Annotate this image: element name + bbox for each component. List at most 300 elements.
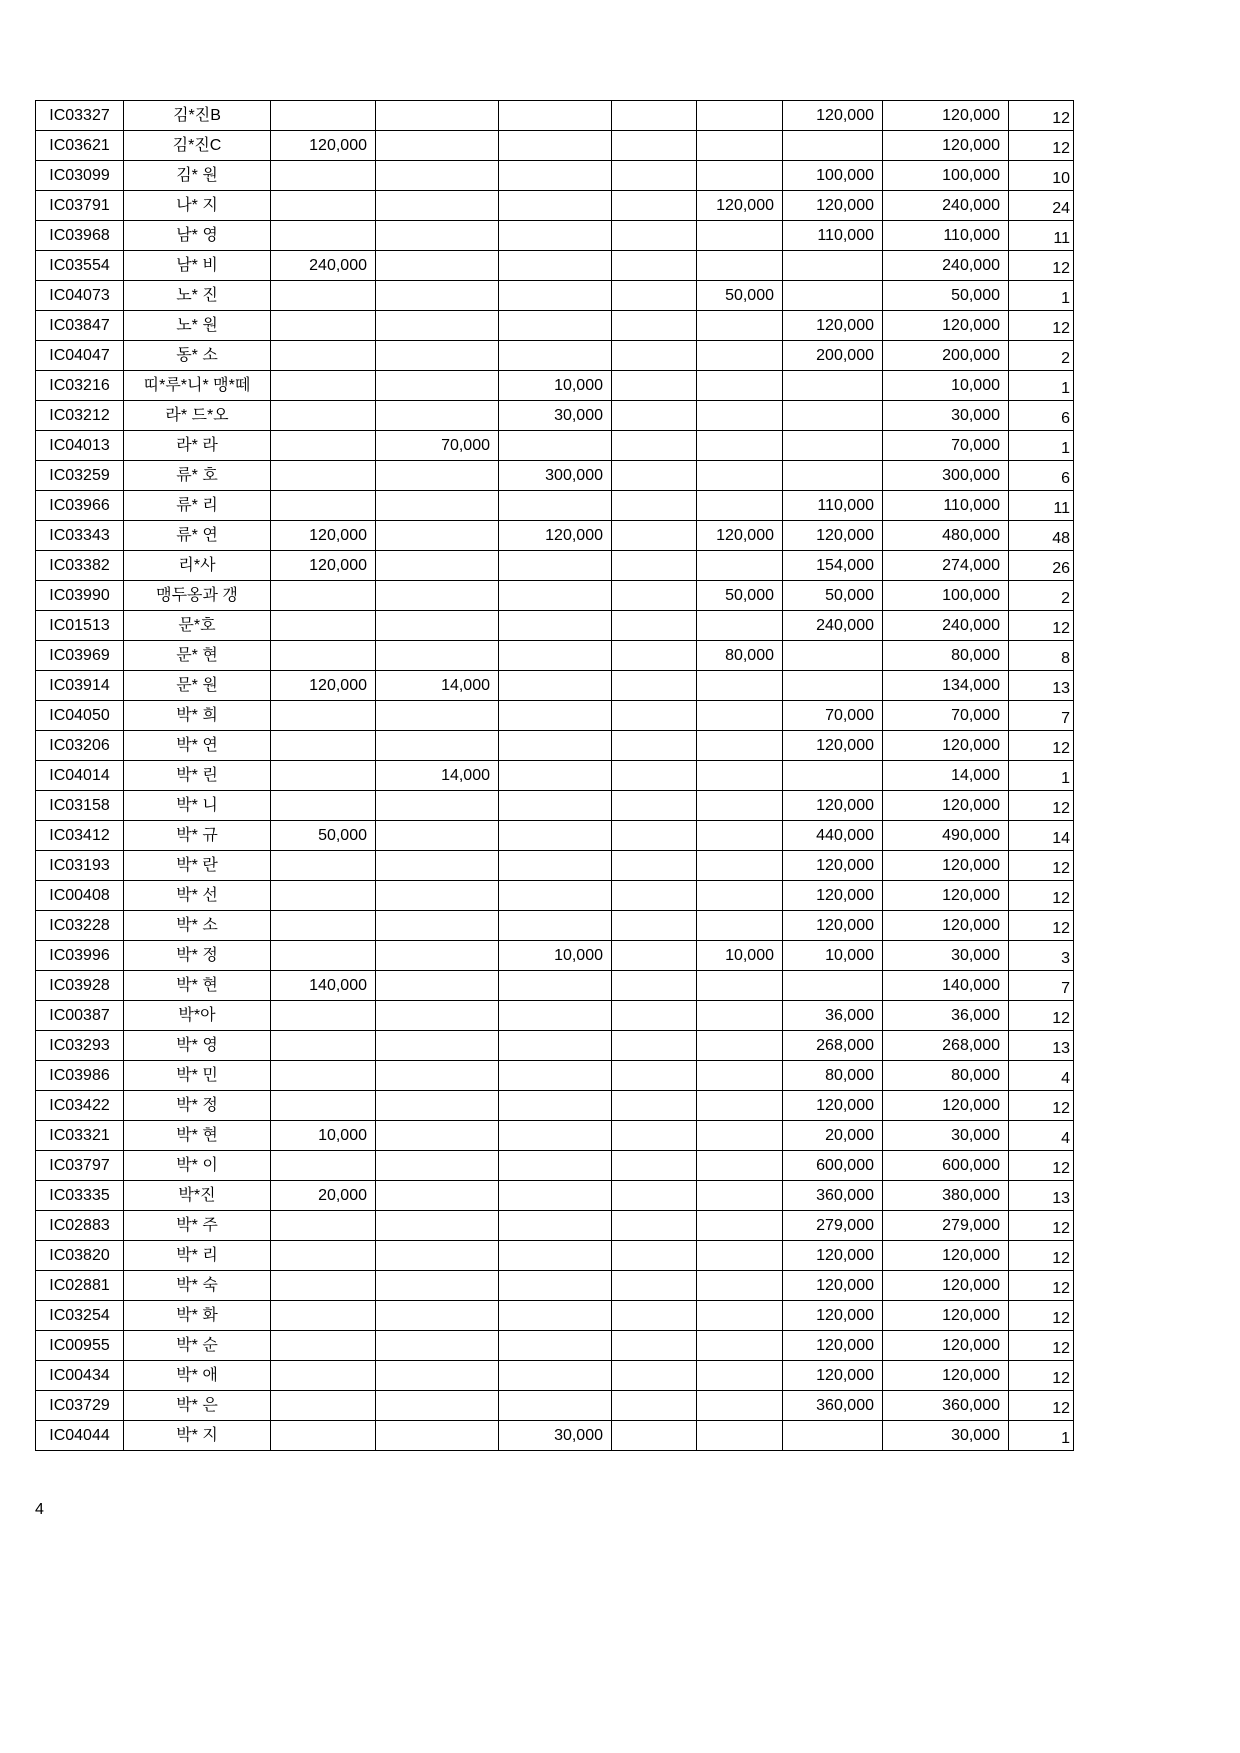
amount-cell-3 bbox=[499, 1181, 612, 1211]
amount-cell-2 bbox=[376, 1151, 499, 1181]
amount-cell-1 bbox=[271, 1301, 376, 1331]
amount-cell-4 bbox=[612, 1331, 697, 1361]
table-row bbox=[36, 401, 1074, 431]
amount-cell-4 bbox=[612, 461, 697, 491]
count-cell: 2 bbox=[1009, 581, 1074, 611]
amount-cell-5 bbox=[697, 911, 783, 941]
member-name-cell: 박* 정 bbox=[124, 941, 271, 971]
member-name-cell: 띠*루*니* 맹*떼 bbox=[124, 371, 271, 401]
amount-cell-4 bbox=[612, 611, 697, 641]
amount-cell-5 bbox=[697, 671, 783, 701]
member-id-cell: IC03412 bbox=[36, 821, 124, 851]
amount-cell-1 bbox=[271, 581, 376, 611]
member-id-cell: IC04073 bbox=[36, 281, 124, 311]
amount-cell-1 bbox=[271, 1241, 376, 1271]
amount-cell-1 bbox=[271, 1421, 376, 1451]
member-name-cell: 박* 규 bbox=[124, 821, 271, 851]
member-id-cell: IC00434 bbox=[36, 1361, 124, 1391]
member-id-cell: IC03158 bbox=[36, 791, 124, 821]
amount-cell-4 bbox=[612, 1421, 697, 1451]
amount-cell-1: 120,000 bbox=[271, 551, 376, 581]
amount-cell-6 bbox=[783, 671, 883, 701]
member-name-cell: 나* 지 bbox=[124, 191, 271, 221]
count-cell: 13 bbox=[1009, 1181, 1074, 1211]
member-name-cell: 류* 호 bbox=[124, 461, 271, 491]
amount-cell-1 bbox=[271, 1091, 376, 1121]
amount-cell-4 bbox=[612, 851, 697, 881]
amount-cell-5: 10,000 bbox=[697, 941, 783, 971]
amount-cell-2 bbox=[376, 1001, 499, 1031]
member-name-cell: 김*진B bbox=[124, 101, 271, 131]
count-cell: 7 bbox=[1009, 701, 1074, 731]
amount-cell-6: 36,000 bbox=[783, 1001, 883, 1031]
table-row bbox=[36, 911, 1074, 941]
amount-cell-4 bbox=[612, 311, 697, 341]
amount-cell-6: 100,000 bbox=[783, 161, 883, 191]
amount-cell-2: 14,000 bbox=[376, 761, 499, 791]
amount-cell-2 bbox=[376, 1271, 499, 1301]
count-cell: 12 bbox=[1009, 1271, 1074, 1301]
amount-cell-2 bbox=[376, 1121, 499, 1151]
amount-cell-3 bbox=[499, 701, 612, 731]
amount-cell-6: 120,000 bbox=[783, 1091, 883, 1121]
count-cell: 12 bbox=[1009, 1091, 1074, 1121]
count-cell: 12 bbox=[1009, 1241, 1074, 1271]
amount-cell-2 bbox=[376, 791, 499, 821]
total-cell: 279,000 bbox=[883, 1211, 1009, 1241]
amount-cell-3 bbox=[499, 191, 612, 221]
amount-cell-6: 120,000 bbox=[783, 521, 883, 551]
member-name-cell: 박* 주 bbox=[124, 1211, 271, 1241]
count-cell: 12 bbox=[1009, 1211, 1074, 1241]
amount-cell-1: 240,000 bbox=[271, 251, 376, 281]
member-name-cell: 박* 민 bbox=[124, 1061, 271, 1091]
amount-cell-4 bbox=[612, 671, 697, 701]
amount-cell-6: 120,000 bbox=[783, 101, 883, 131]
amount-cell-3 bbox=[499, 1241, 612, 1271]
count-cell: 48 bbox=[1009, 521, 1074, 551]
contribution-table bbox=[35, 100, 1074, 1451]
amount-cell-4 bbox=[612, 1391, 697, 1421]
amount-cell-2 bbox=[376, 821, 499, 851]
member-id-cell: IC03729 bbox=[36, 1391, 124, 1421]
table-row bbox=[36, 1211, 1074, 1241]
amount-cell-5 bbox=[697, 221, 783, 251]
amount-cell-2: 14,000 bbox=[376, 671, 499, 701]
table-row bbox=[36, 431, 1074, 461]
total-cell: 120,000 bbox=[883, 911, 1009, 941]
amount-cell-5 bbox=[697, 251, 783, 281]
member-id-cell: IC03228 bbox=[36, 911, 124, 941]
member-name-cell: 동* 소 bbox=[124, 341, 271, 371]
amount-cell-5 bbox=[697, 1391, 783, 1421]
amount-cell-1 bbox=[271, 341, 376, 371]
amount-cell-6 bbox=[783, 281, 883, 311]
amount-cell-4 bbox=[612, 371, 697, 401]
total-cell: 120,000 bbox=[883, 881, 1009, 911]
amount-cell-4 bbox=[612, 251, 697, 281]
amount-cell-2 bbox=[376, 281, 499, 311]
member-name-cell: 박* 숙 bbox=[124, 1271, 271, 1301]
amount-cell-4 bbox=[612, 191, 697, 221]
total-cell: 120,000 bbox=[883, 791, 1009, 821]
member-name-cell: 박* 지 bbox=[124, 1421, 271, 1451]
table-row bbox=[36, 281, 1074, 311]
amount-cell-2 bbox=[376, 161, 499, 191]
amount-cell-5 bbox=[697, 1181, 783, 1211]
table-row bbox=[36, 641, 1074, 671]
amount-cell-2 bbox=[376, 101, 499, 131]
member-name-cell: 박* 현 bbox=[124, 971, 271, 1001]
member-id-cell: IC04047 bbox=[36, 341, 124, 371]
amount-cell-6: 240,000 bbox=[783, 611, 883, 641]
member-name-cell: 박* 순 bbox=[124, 1331, 271, 1361]
count-cell: 6 bbox=[1009, 461, 1074, 491]
amount-cell-6: 120,000 bbox=[783, 851, 883, 881]
member-name-cell: 라* 라 bbox=[124, 431, 271, 461]
amount-cell-1 bbox=[271, 401, 376, 431]
amount-cell-1 bbox=[271, 461, 376, 491]
amount-cell-3 bbox=[499, 1091, 612, 1121]
amount-cell-1 bbox=[271, 701, 376, 731]
member-id-cell: IC03791 bbox=[36, 191, 124, 221]
member-id-cell: IC04013 bbox=[36, 431, 124, 461]
amount-cell-3 bbox=[499, 431, 612, 461]
amount-cell-3: 30,000 bbox=[499, 1421, 612, 1451]
amount-cell-3 bbox=[499, 1121, 612, 1151]
total-cell: 100,000 bbox=[883, 581, 1009, 611]
table-row bbox=[36, 311, 1074, 341]
count-cell: 1 bbox=[1009, 431, 1074, 461]
amount-cell-1 bbox=[271, 101, 376, 131]
amount-cell-4 bbox=[612, 431, 697, 461]
member-id-cell: IC03321 bbox=[36, 1121, 124, 1151]
member-id-cell: IC03928 bbox=[36, 971, 124, 1001]
table-row bbox=[36, 941, 1074, 971]
amount-cell-2 bbox=[376, 881, 499, 911]
total-cell: 240,000 bbox=[883, 611, 1009, 641]
count-cell: 3 bbox=[1009, 941, 1074, 971]
amount-cell-5 bbox=[697, 881, 783, 911]
member-id-cell: IC02881 bbox=[36, 1271, 124, 1301]
amount-cell-5 bbox=[697, 1031, 783, 1061]
amount-cell-3 bbox=[499, 881, 612, 911]
amount-cell-3 bbox=[499, 551, 612, 581]
amount-cell-5 bbox=[697, 1361, 783, 1391]
amount-cell-4 bbox=[612, 1271, 697, 1301]
table-row bbox=[36, 671, 1074, 701]
table-row bbox=[36, 1061, 1074, 1091]
member-id-cell: IC03422 bbox=[36, 1091, 124, 1121]
amount-cell-2 bbox=[376, 461, 499, 491]
member-id-cell: IC03990 bbox=[36, 581, 124, 611]
amount-cell-4 bbox=[612, 641, 697, 671]
amount-cell-5: 120,000 bbox=[697, 191, 783, 221]
amount-cell-5 bbox=[697, 101, 783, 131]
amount-cell-6: 70,000 bbox=[783, 701, 883, 731]
count-cell: 12 bbox=[1009, 1361, 1074, 1391]
amount-cell-6: 110,000 bbox=[783, 221, 883, 251]
amount-cell-1: 120,000 bbox=[271, 131, 376, 161]
total-cell: 50,000 bbox=[883, 281, 1009, 311]
amount-cell-1 bbox=[271, 1331, 376, 1361]
amount-cell-5 bbox=[697, 341, 783, 371]
amount-cell-4 bbox=[612, 1031, 697, 1061]
amount-cell-6: 120,000 bbox=[783, 1301, 883, 1331]
amount-cell-3 bbox=[499, 341, 612, 371]
member-id-cell: IC03259 bbox=[36, 461, 124, 491]
count-cell: 11 bbox=[1009, 491, 1074, 521]
amount-cell-5 bbox=[697, 1241, 783, 1271]
member-name-cell: 남* 영 bbox=[124, 221, 271, 251]
total-cell: 120,000 bbox=[883, 731, 1009, 761]
member-name-cell: 박* 리 bbox=[124, 1241, 271, 1271]
amount-cell-2 bbox=[376, 611, 499, 641]
amount-cell-4 bbox=[612, 1241, 697, 1271]
amount-cell-5: 50,000 bbox=[697, 581, 783, 611]
total-cell: 480,000 bbox=[883, 521, 1009, 551]
member-id-cell: IC03206 bbox=[36, 731, 124, 761]
amount-cell-4 bbox=[612, 161, 697, 191]
member-id-cell: IC03343 bbox=[36, 521, 124, 551]
amount-cell-2 bbox=[376, 851, 499, 881]
table-row bbox=[36, 491, 1074, 521]
member-name-cell: 박* 연 bbox=[124, 731, 271, 761]
member-id-cell: IC03216 bbox=[36, 371, 124, 401]
amount-cell-4 bbox=[612, 761, 697, 791]
count-cell: 1 bbox=[1009, 371, 1074, 401]
count-cell: 12 bbox=[1009, 251, 1074, 281]
total-cell: 80,000 bbox=[883, 641, 1009, 671]
count-cell: 6 bbox=[1009, 401, 1074, 431]
table-row bbox=[36, 851, 1074, 881]
amount-cell-4 bbox=[612, 1181, 697, 1211]
amount-cell-1 bbox=[271, 911, 376, 941]
member-name-cell: 박*진 bbox=[124, 1181, 271, 1211]
amount-cell-4 bbox=[612, 101, 697, 131]
amount-cell-3 bbox=[499, 581, 612, 611]
member-id-cell: IC03254 bbox=[36, 1301, 124, 1331]
amount-cell-1 bbox=[271, 851, 376, 881]
amount-cell-6: 200,000 bbox=[783, 341, 883, 371]
amount-cell-2 bbox=[376, 551, 499, 581]
member-id-cell: IC03996 bbox=[36, 941, 124, 971]
amount-cell-2 bbox=[376, 641, 499, 671]
amount-cell-4 bbox=[612, 701, 697, 731]
count-cell: 4 bbox=[1009, 1121, 1074, 1151]
amount-cell-4 bbox=[612, 551, 697, 581]
count-cell: 1 bbox=[1009, 281, 1074, 311]
amount-cell-5 bbox=[697, 1061, 783, 1091]
member-name-cell: 라* 드*오 bbox=[124, 401, 271, 431]
total-cell: 30,000 bbox=[883, 941, 1009, 971]
amount-cell-1 bbox=[271, 941, 376, 971]
amount-cell-4 bbox=[612, 911, 697, 941]
table-row bbox=[36, 1301, 1074, 1331]
table-row bbox=[36, 161, 1074, 191]
total-cell: 70,000 bbox=[883, 701, 1009, 731]
count-cell: 8 bbox=[1009, 641, 1074, 671]
amount-cell-2 bbox=[376, 491, 499, 521]
member-name-cell: 맹두옹과 갱 bbox=[124, 581, 271, 611]
amount-cell-3 bbox=[499, 851, 612, 881]
amount-cell-4 bbox=[612, 1301, 697, 1331]
amount-cell-5 bbox=[697, 761, 783, 791]
table-row bbox=[36, 1181, 1074, 1211]
total-cell: 120,000 bbox=[883, 1301, 1009, 1331]
member-name-cell: 문*호 bbox=[124, 611, 271, 641]
table-body bbox=[36, 101, 1074, 1451]
amount-cell-1 bbox=[271, 371, 376, 401]
table-row bbox=[36, 551, 1074, 581]
amount-cell-3 bbox=[499, 911, 612, 941]
amount-cell-4 bbox=[612, 281, 697, 311]
amount-cell-5 bbox=[697, 431, 783, 461]
member-name-cell: 남* 비 bbox=[124, 251, 271, 281]
member-id-cell: IC00387 bbox=[36, 1001, 124, 1031]
count-cell: 1 bbox=[1009, 761, 1074, 791]
amount-cell-5 bbox=[697, 1001, 783, 1031]
amount-cell-4 bbox=[612, 1211, 697, 1241]
amount-cell-4 bbox=[612, 1361, 697, 1391]
member-name-cell: 박* 희 bbox=[124, 701, 271, 731]
member-id-cell: IC03327 bbox=[36, 101, 124, 131]
amount-cell-3 bbox=[499, 791, 612, 821]
amount-cell-4 bbox=[612, 1151, 697, 1181]
amount-cell-2 bbox=[376, 1211, 499, 1241]
amount-cell-5 bbox=[697, 1331, 783, 1361]
amount-cell-4 bbox=[612, 971, 697, 1001]
amount-cell-1 bbox=[271, 281, 376, 311]
count-cell: 13 bbox=[1009, 1031, 1074, 1061]
count-cell: 10 bbox=[1009, 161, 1074, 191]
amount-cell-5: 50,000 bbox=[697, 281, 783, 311]
total-cell: 120,000 bbox=[883, 1331, 1009, 1361]
amount-cell-5 bbox=[697, 1211, 783, 1241]
amount-cell-6 bbox=[783, 401, 883, 431]
amount-cell-2 bbox=[376, 1061, 499, 1091]
amount-cell-4 bbox=[612, 1091, 697, 1121]
count-cell: 12 bbox=[1009, 131, 1074, 161]
amount-cell-2: 70,000 bbox=[376, 431, 499, 461]
member-id-cell: IC03914 bbox=[36, 671, 124, 701]
amount-cell-2 bbox=[376, 1391, 499, 1421]
amount-cell-3 bbox=[499, 1001, 612, 1031]
amount-cell-4 bbox=[612, 491, 697, 521]
amount-cell-1: 120,000 bbox=[271, 521, 376, 551]
amount-cell-1 bbox=[271, 1391, 376, 1421]
amount-cell-2 bbox=[376, 731, 499, 761]
amount-cell-6: 279,000 bbox=[783, 1211, 883, 1241]
amount-cell-4 bbox=[612, 731, 697, 761]
count-cell: 13 bbox=[1009, 671, 1074, 701]
member-id-cell: IC03820 bbox=[36, 1241, 124, 1271]
amount-cell-1 bbox=[271, 1271, 376, 1301]
amount-cell-5: 120,000 bbox=[697, 521, 783, 551]
amount-cell-1 bbox=[271, 881, 376, 911]
member-id-cell: IC03966 bbox=[36, 491, 124, 521]
amount-cell-4 bbox=[612, 341, 697, 371]
total-cell: 10,000 bbox=[883, 371, 1009, 401]
member-id-cell: IC03099 bbox=[36, 161, 124, 191]
amount-cell-2 bbox=[376, 191, 499, 221]
total-cell: 134,000 bbox=[883, 671, 1009, 701]
amount-cell-3: 120,000 bbox=[499, 521, 612, 551]
member-id-cell: IC03293 bbox=[36, 1031, 124, 1061]
table-row bbox=[36, 581, 1074, 611]
amount-cell-1 bbox=[271, 191, 376, 221]
amount-cell-6: 154,000 bbox=[783, 551, 883, 581]
amount-cell-1 bbox=[271, 221, 376, 251]
member-id-cell: IC03193 bbox=[36, 851, 124, 881]
count-cell: 12 bbox=[1009, 1001, 1074, 1031]
amount-cell-2 bbox=[376, 131, 499, 161]
count-cell: 24 bbox=[1009, 191, 1074, 221]
amount-cell-3 bbox=[499, 761, 612, 791]
amount-cell-4 bbox=[612, 941, 697, 971]
table-row bbox=[36, 1121, 1074, 1151]
amount-cell-4 bbox=[612, 791, 697, 821]
table-row bbox=[36, 101, 1074, 131]
amount-cell-4 bbox=[612, 1001, 697, 1031]
amount-cell-6: 268,000 bbox=[783, 1031, 883, 1061]
total-cell: 120,000 bbox=[883, 1091, 1009, 1121]
member-id-cell: IC00955 bbox=[36, 1331, 124, 1361]
amount-cell-2 bbox=[376, 911, 499, 941]
amount-cell-1 bbox=[271, 1361, 376, 1391]
total-cell: 100,000 bbox=[883, 161, 1009, 191]
total-cell: 200,000 bbox=[883, 341, 1009, 371]
total-cell: 30,000 bbox=[883, 1121, 1009, 1151]
member-name-cell: 박* 이 bbox=[124, 1151, 271, 1181]
count-cell: 12 bbox=[1009, 1331, 1074, 1361]
amount-cell-1: 20,000 bbox=[271, 1181, 376, 1211]
amount-cell-5 bbox=[697, 1271, 783, 1301]
member-id-cell: IC01513 bbox=[36, 611, 124, 641]
amount-cell-1: 140,000 bbox=[271, 971, 376, 1001]
amount-cell-2 bbox=[376, 1241, 499, 1271]
amount-cell-6: 360,000 bbox=[783, 1181, 883, 1211]
amount-cell-5 bbox=[697, 701, 783, 731]
amount-cell-3 bbox=[499, 221, 612, 251]
amount-cell-3 bbox=[499, 1031, 612, 1061]
member-name-cell: 박* 현 bbox=[124, 1121, 271, 1151]
amount-cell-6: 120,000 bbox=[783, 191, 883, 221]
member-name-cell: 박* 정 bbox=[124, 1091, 271, 1121]
member-name-cell: 박* 영 bbox=[124, 1031, 271, 1061]
page-number: 4 bbox=[35, 1501, 44, 1518]
amount-cell-4 bbox=[612, 881, 697, 911]
count-cell: 11 bbox=[1009, 221, 1074, 251]
count-cell: 12 bbox=[1009, 731, 1074, 761]
total-cell: 380,000 bbox=[883, 1181, 1009, 1211]
count-cell: 12 bbox=[1009, 1151, 1074, 1181]
amount-cell-1 bbox=[271, 791, 376, 821]
amount-cell-6: 120,000 bbox=[783, 311, 883, 341]
total-cell: 600,000 bbox=[883, 1151, 1009, 1181]
total-cell: 300,000 bbox=[883, 461, 1009, 491]
member-name-cell: 박* 화 bbox=[124, 1301, 271, 1331]
amount-cell-5 bbox=[697, 791, 783, 821]
amount-cell-4 bbox=[612, 401, 697, 431]
member-name-cell: 문* 원 bbox=[124, 671, 271, 701]
amount-cell-4 bbox=[612, 221, 697, 251]
table-row bbox=[36, 131, 1074, 161]
amount-cell-5 bbox=[697, 311, 783, 341]
amount-cell-5 bbox=[697, 851, 783, 881]
amount-cell-5 bbox=[697, 1301, 783, 1331]
amount-cell-5 bbox=[697, 731, 783, 761]
